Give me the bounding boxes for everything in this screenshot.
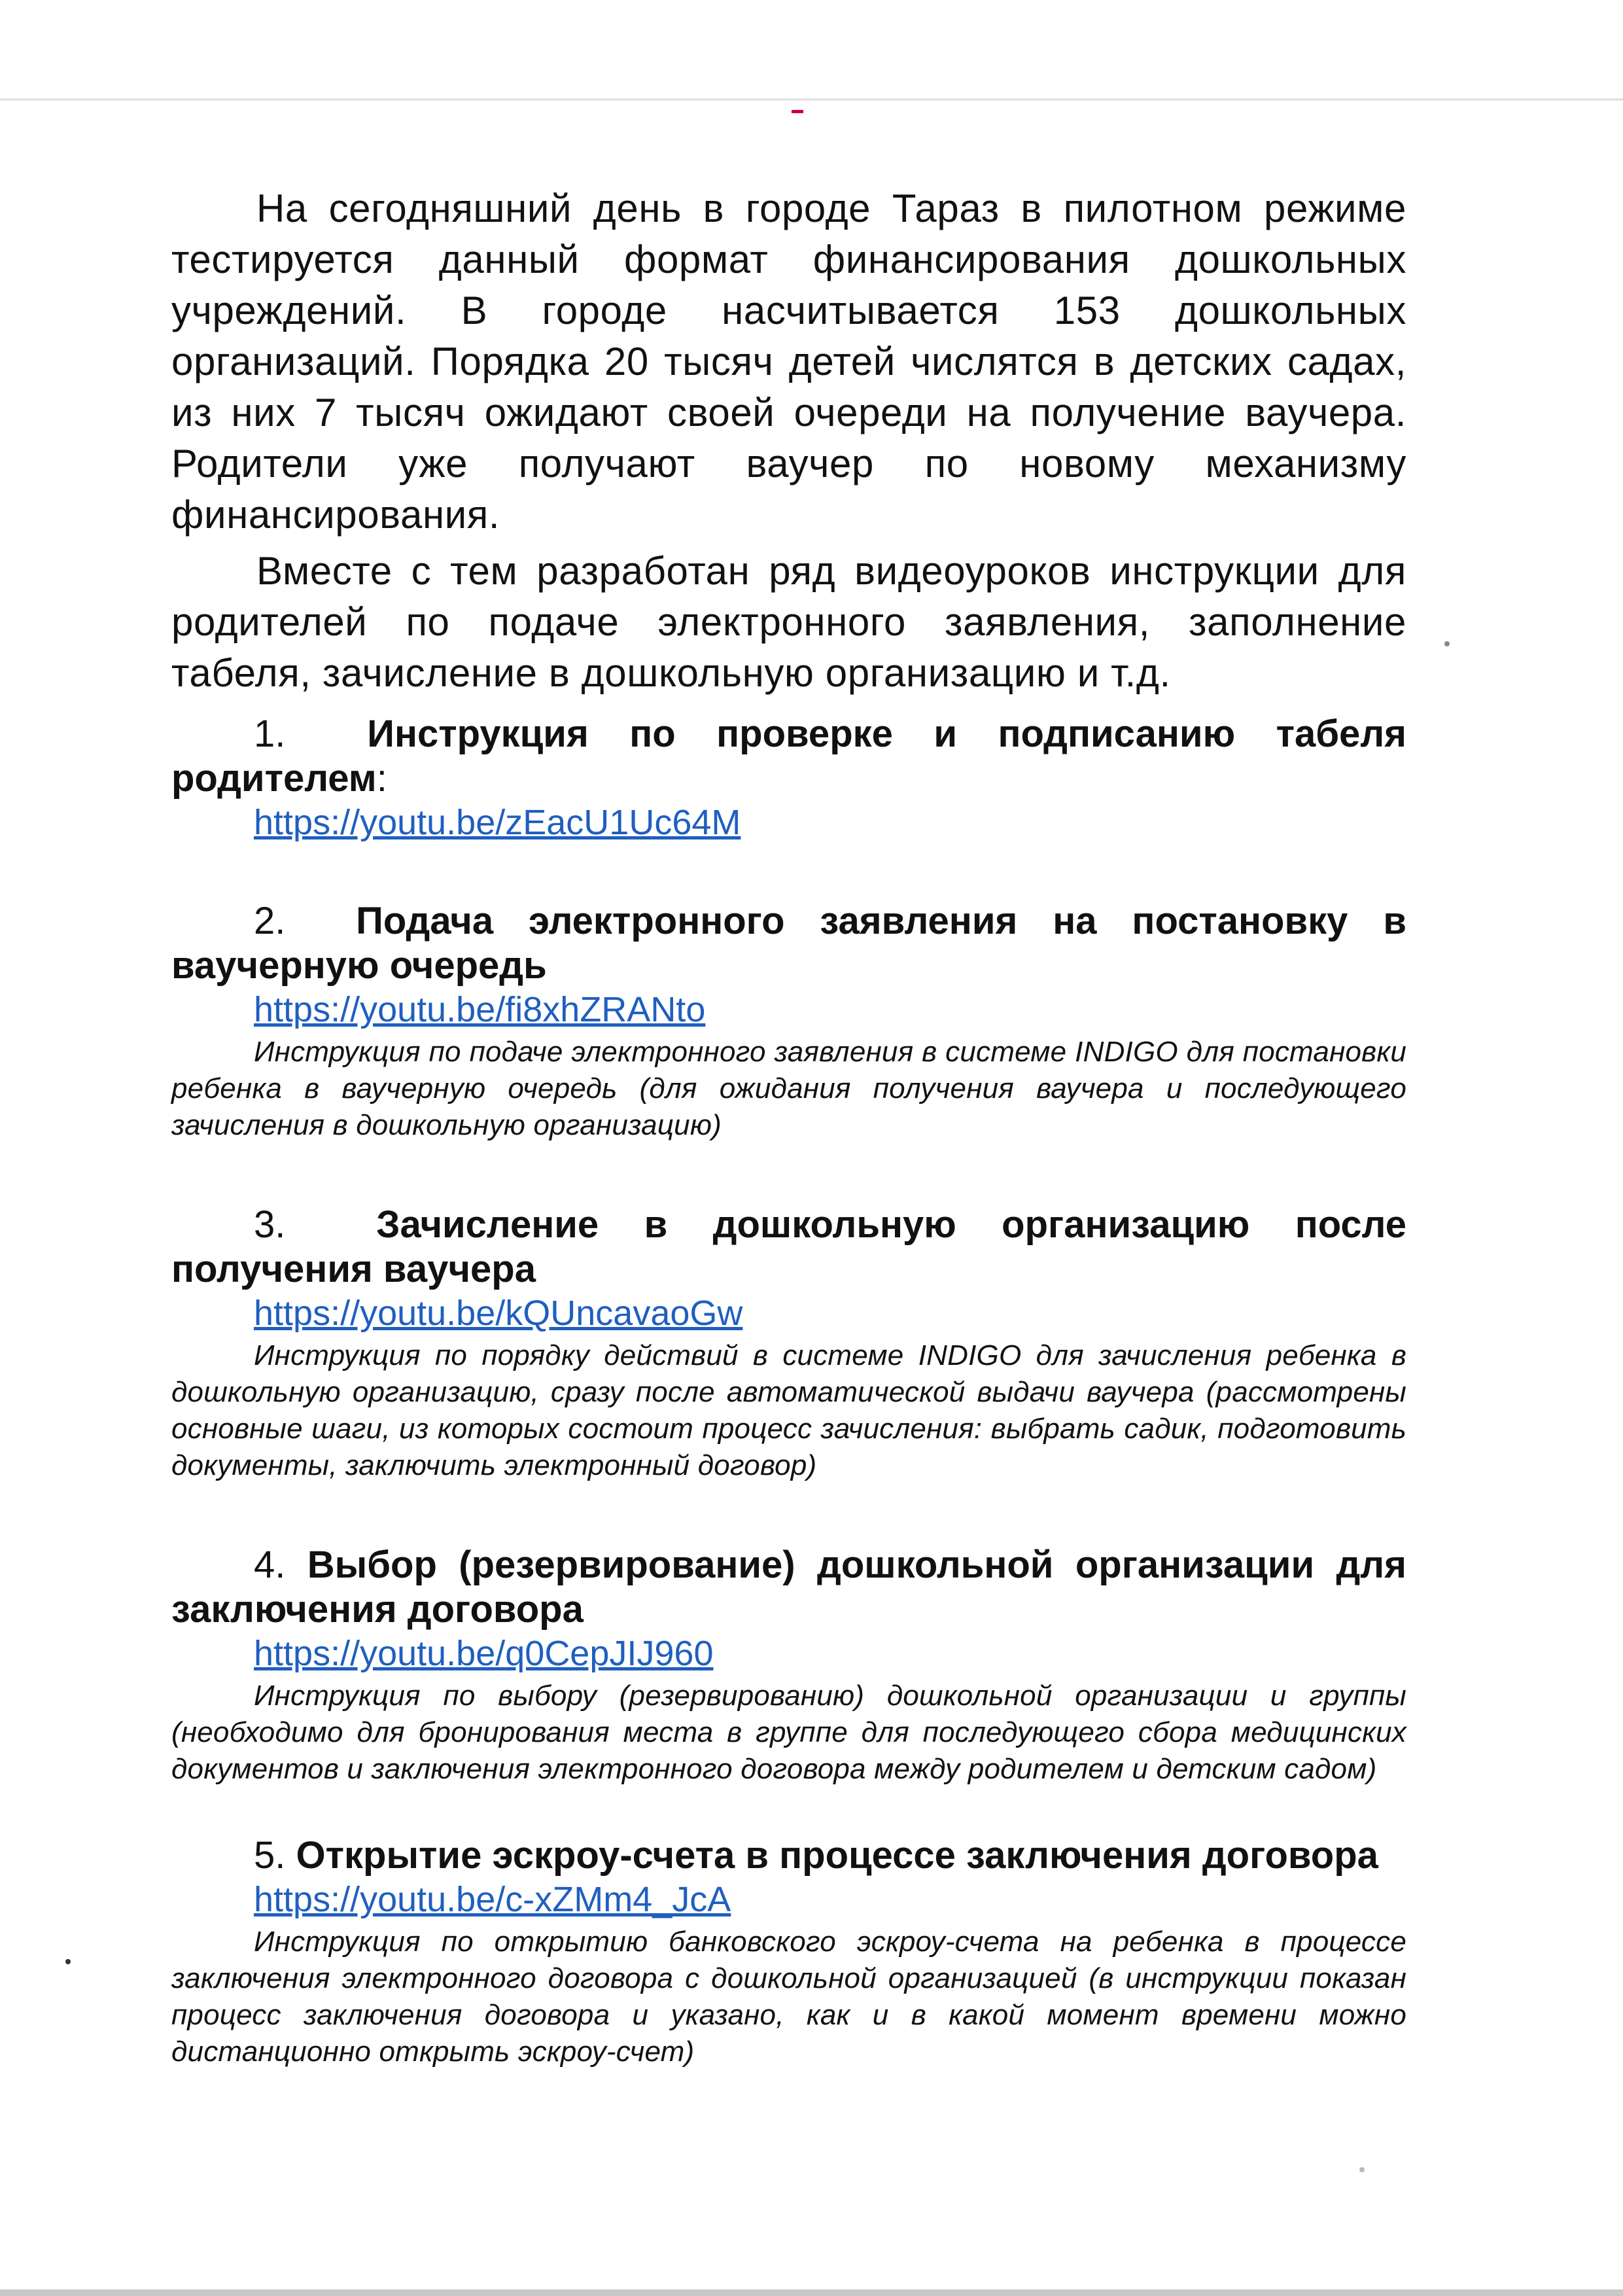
document-body xyxy=(171,183,1406,2070)
instruction-item-2 xyxy=(171,899,1406,1144)
item-title xyxy=(171,1203,1406,1292)
item-heading-suffix: : xyxy=(376,757,387,800)
item-title xyxy=(171,1833,1406,1878)
item-number: 2. xyxy=(254,900,286,942)
instruction-item-3 xyxy=(171,1203,1406,1484)
video-link[interactable]: https://youtu.be/q0CepJIJ960 xyxy=(254,1634,714,1673)
video-link[interactable]: https://youtu.be/kQUncavaoGw xyxy=(254,1294,743,1333)
item-title xyxy=(171,712,1406,801)
instruction-item-4 xyxy=(171,1543,1406,1788)
item-description: Инструкция по порядку действий в системе INDIGO для зачисления ребенка в дошкольную организацию, сразу после автоматической выдачи ваучера (рассмотрены основные шаги, из которых состоит процесс зачисления: выбрать садик, подготовить документы, заключить электронный договор) xyxy=(171,1339,1406,1481)
video-link[interactable]: https://youtu.be/fi8xhZRANto xyxy=(254,990,706,1029)
video-link[interactable]: https://youtu.be/c-xZMm4_JcA xyxy=(254,1880,731,1919)
item-title xyxy=(171,1543,1406,1632)
item-description: Инструкция по подаче электронного заявления в системе INDIGO для постановки ребенка в ваучерную очередь (для ожидания получения ваучера и последующего зачисления в дошкольную организацию) xyxy=(171,1036,1406,1141)
item-number: 5. xyxy=(254,1834,286,1877)
item-description: Инструкция по выбору (резервированию) дошкольной организации и группы (необходимо для бронирования места в группе для последующего сбора медицинских документов и заключения электронного договора между родителем и детским садом) xyxy=(171,1680,1406,1785)
item-heading: Открытие эскроу-счета в процессе заключения договора xyxy=(296,1834,1378,1877)
item-description: Инструкция по открытию банковского эскроу-счета на ребенка в процессе заключения электронного договора с дошкольной организацией (в инструкции показан процесс заключения договора и указано, как и в какой момент времени можно дистанционно открыть эскроу-счет) xyxy=(171,1926,1406,2068)
scan-mark xyxy=(792,110,803,113)
scan-bottom-edge xyxy=(0,2289,1623,2296)
instruction-item-1 xyxy=(171,712,1406,844)
item-number: 4. xyxy=(254,1544,286,1586)
instruction-item-5 xyxy=(171,1833,1406,2070)
item-heading: Выбор (резервирование) дошкольной организации для заключения договора xyxy=(171,1544,1406,1631)
item-heading: Подача электронного заявления на постановку в ваучерную очередь xyxy=(171,900,1406,987)
item-heading: Инструкция по проверке и подписанию табеля родителем xyxy=(171,713,1407,800)
scan-speck xyxy=(1359,2167,1365,2172)
item-number: 1. xyxy=(254,713,286,755)
scan-speck xyxy=(1444,641,1450,646)
intro-paragraph-2: Вместе с тем разработан ряд видеоуроков инструкции для родителей по подаче электронного заявления, заполнение табеля, зачисление в дошкольную организацию и т.д. xyxy=(171,549,1406,695)
item-heading: Зачисление в дошкольную организацию после получения ваучера xyxy=(171,1203,1406,1290)
video-link[interactable]: https://youtu.be/zEacU1Uc64M xyxy=(254,803,741,842)
scan-top-edge xyxy=(0,98,1623,101)
scan-speck xyxy=(65,1959,71,1964)
item-number: 3. xyxy=(254,1203,286,1246)
intro-paragraph-1: На сегодняшний день в городе Тараз в пилотном режиме тестируется данный формат финансирования дошкольных учреждений. В городе насчитывается 153 дошкольных организаций. Порядка 20 тысяч детей числятся в детских садах, из них 7 тысяч ожидают своей очереди на получение ваучера. Родители уже получают ваучер по новому механизму финансирования. xyxy=(171,186,1406,537)
item-title xyxy=(171,899,1406,988)
